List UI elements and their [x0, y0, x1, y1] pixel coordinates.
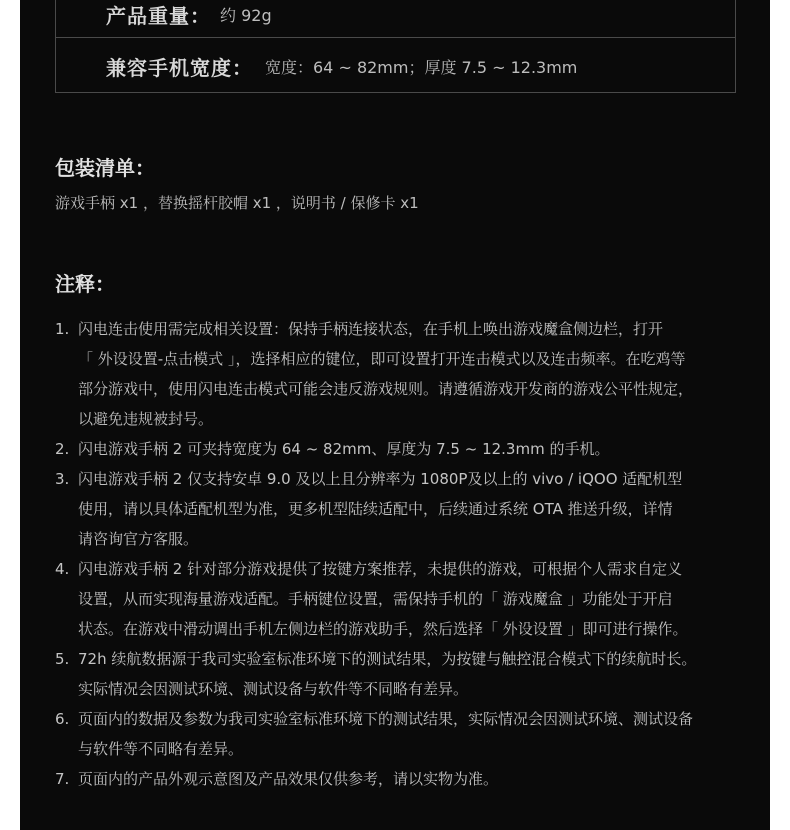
spec-row-weight — [56, 0, 735, 38]
note-line: 闪电连击使用需完成相关设置：保持手柄连接状态，在手机上唤出游戏魔盒侧边栏，打开 — [78, 320, 664, 338]
note-line: 页面内的数据及参数为我司实验室标准环境下的测试结果，实际情况会因测试环境、测试设备 — [78, 710, 694, 728]
note-item — [55, 554, 745, 644]
note-number: 5. — [55, 650, 70, 668]
note-item — [55, 764, 745, 794]
notes-title: 注释： — [55, 272, 115, 296]
spec-label-weight: 产品重量： — [106, 4, 211, 28]
note-line: 请咨询官方客服。 — [78, 530, 199, 548]
note-item — [55, 314, 745, 434]
notes-list — [55, 314, 745, 794]
note-line: 状态。在游戏中滑动调出手机左侧边栏的游戏助手，然后选择「 外设设置 」即可进行操作。 — [78, 620, 688, 638]
note-line: 与软件等不同略有差异。 — [78, 740, 244, 758]
note-number: 3. — [55, 470, 70, 488]
note-number: 1. — [55, 320, 70, 338]
note-line: 以避免违规被封号。 — [78, 410, 214, 428]
packing-text: 游戏手柄 x1 ，替换摇杆胶帽 x1 ，说明书 / 保修卡 x1 — [55, 194, 419, 212]
content-panel — [20, 0, 770, 830]
note-number: 4. — [55, 560, 70, 578]
packing-title: 包装清单： — [55, 156, 155, 180]
note-number: 7. — [55, 770, 70, 788]
note-number: 6. — [55, 710, 70, 728]
note-line: 部分游戏中，使用闪电连击模式可能会违反游戏规则。请遵循游戏开发商的游戏公平性规定， — [78, 380, 694, 398]
note-line: 闪电游戏手柄 2 可夹持宽度为 64 ~ 82mm、厚度为 7.5 ~ 12.3mm 的手机。 — [78, 440, 610, 458]
note-line: 「 外设设置-点击模式 」，选择相应的键位，即可设置打开连击模式以及连击频率。在吃鸡等 — [78, 350, 686, 368]
note-item — [55, 644, 745, 704]
note-item — [55, 464, 745, 554]
note-item — [55, 434, 745, 464]
note-line: 72h 续航数据源于我司实验室标准环境下的测试结果，为按键与触控混合模式下的续航时长。 — [78, 650, 697, 668]
spec-value-width: 宽度：64 ~ 82mm；厚度 7.5 ~ 12.3mm — [265, 58, 578, 77]
spec-table — [55, 0, 736, 93]
note-line: 闪电游戏手柄 2 针对部分游戏提供了按键方案推荐，未提供的游戏，可根据个人需求自定义 — [78, 560, 683, 578]
note-line: 页面内的产品外观示意图及产品效果仅供参考，请以实物为准。 — [78, 770, 499, 788]
note-line: 实际情况会因测试环境、测试设备与软件等不同略有差异。 — [78, 680, 469, 698]
spec-row-width — [56, 38, 735, 84]
note-line: 闪电游戏手柄 2 仅支持安卓 9.0 及以上且分辨率为 1080P及以上的 vivo / iQOO 适配机型 — [78, 470, 683, 488]
spec-label-width: 兼容手机宽度： — [106, 56, 253, 80]
note-line: 使用，请以具体适配机型为准，更多机型陆续适配中，后续通过系统 OTA 推送升级，详情 — [78, 500, 673, 518]
note-item — [55, 704, 745, 764]
note-number: 2. — [55, 440, 70, 458]
note-line: 设置，从而实现海量游戏适配。手柄键位设置，需保持手机的「 游戏魔盒 」功能处于开启 — [78, 590, 673, 608]
spec-value-weight: 约 92g — [220, 6, 272, 25]
